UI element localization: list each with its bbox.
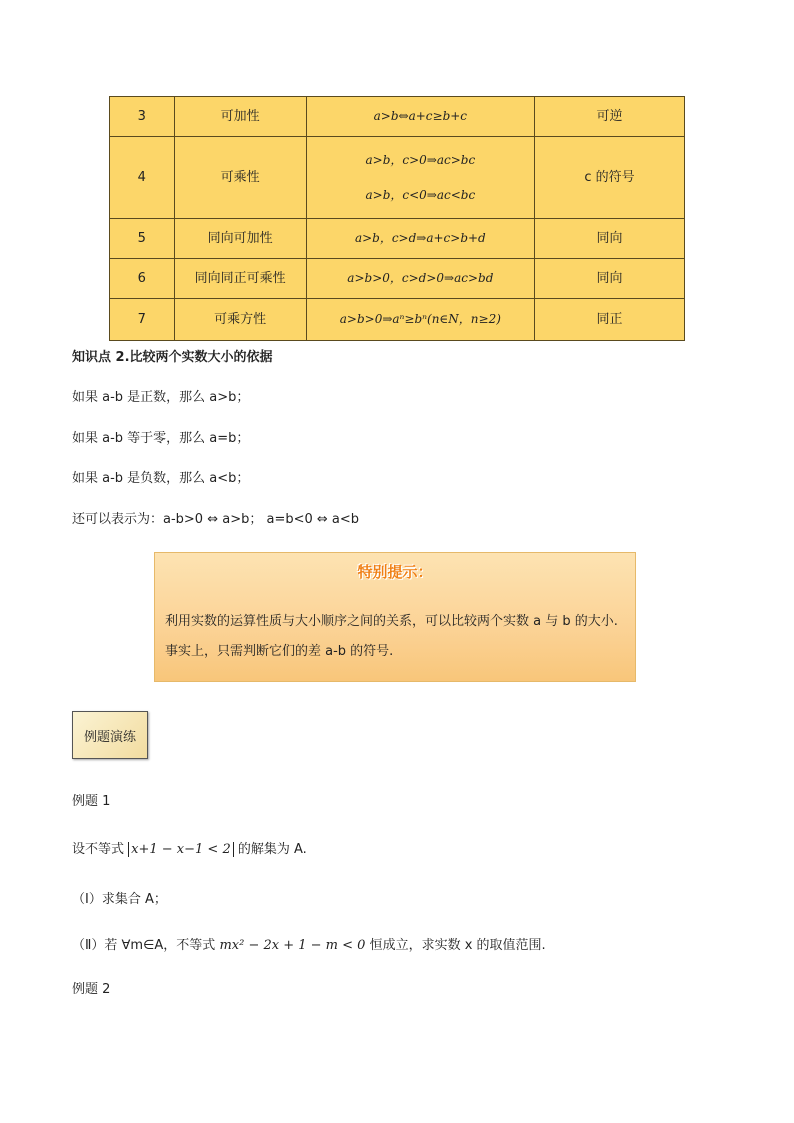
rule-zero: 如果 a-b 等于零，那么 a=b； <box>72 431 250 446</box>
property-name: 可加性 <box>174 97 306 137</box>
examples-section-button[interactable]: 例题演练 <box>72 711 148 759</box>
property-name: 可乘性 <box>174 137 306 219</box>
condition-line: a>b，c>d⇒a+c>b+d <box>354 231 486 246</box>
ex1-prefix: 设不等式 <box>72 842 125 857</box>
property-note: 可逆 <box>534 97 684 137</box>
tip-title: 特别提示： <box>357 563 433 581</box>
table-row <box>110 97 685 137</box>
question-1: （Ⅰ）求集合 A； <box>72 892 167 907</box>
property-note: 同向 <box>534 219 684 259</box>
row-number: 4 <box>110 137 175 219</box>
property-condition <box>306 137 534 219</box>
condition-line: a>b，c<0⇒ac<bc <box>365 187 476 202</box>
q2-prefix: （Ⅱ）若 ∀m∈A，不等式 <box>72 938 216 953</box>
property-name: 同向同正可乘性 <box>174 259 306 299</box>
ex1-inequality: x+1 − x−1 < 2 <box>128 842 234 857</box>
row-number: 7 <box>110 299 175 341</box>
table-row <box>110 299 685 341</box>
property-note: 同正 <box>534 299 684 341</box>
property-condition <box>306 299 534 341</box>
property-note: 同向 <box>534 259 684 299</box>
example-2-label: 例题 2 <box>72 982 111 997</box>
condition-line: a>b>0⇒aⁿ≥bⁿ(n∈N，n≥2) <box>339 312 501 327</box>
table-row <box>110 259 685 299</box>
row-number: 6 <box>110 259 175 299</box>
row-number: 3 <box>110 97 175 137</box>
property-condition <box>306 219 534 259</box>
property-name: 可乘方性 <box>174 299 306 341</box>
rule-equivalence: 还可以表示为：a-b>0 ⇔ a>b； a=b<0 ⇔ a<b <box>72 512 360 527</box>
rule-positive: 如果 a-b 是正数，那么 a>b； <box>72 390 250 405</box>
example-1-label: 例题 1 <box>72 794 111 809</box>
rule-negative: 如果 a-b 是负数，那么 a<b； <box>72 471 250 486</box>
property-name: 同向可加性 <box>174 219 306 259</box>
property-condition <box>306 259 534 299</box>
q2-suffix: 恒成立，求实数 x 的取值范围. <box>369 938 546 953</box>
ex1-suffix: 的解集为 A. <box>237 842 307 857</box>
tip-body: 利用实数的运算性质与大小顺序之间的关系，可以比较两个实数 a 与 b 的大小. 事实上，只需判断它们的差 a-b 的符号. <box>165 614 618 659</box>
table-row <box>110 219 685 259</box>
property-condition <box>306 97 534 137</box>
example-1-statement <box>72 838 307 857</box>
condition-line: a>b，c>0⇒ac>bc <box>365 153 476 168</box>
property-note: c 的符号 <box>534 137 684 219</box>
q2-inequality: mx² − 2x + 1 − m < 0 <box>219 938 366 953</box>
table-row <box>110 137 685 219</box>
row-number: 5 <box>110 219 175 259</box>
special-tip-box <box>154 552 636 682</box>
inequality-properties-table <box>109 96 685 341</box>
question-2 <box>72 934 546 953</box>
condition-line: a>b>0，c>d>0⇒ac>bd <box>347 271 494 286</box>
knowledge-point-title: 知识点 2.比较两个实数大小的依据 <box>72 350 273 365</box>
condition-line: a>b⇔a+c≥b+c <box>373 109 468 124</box>
